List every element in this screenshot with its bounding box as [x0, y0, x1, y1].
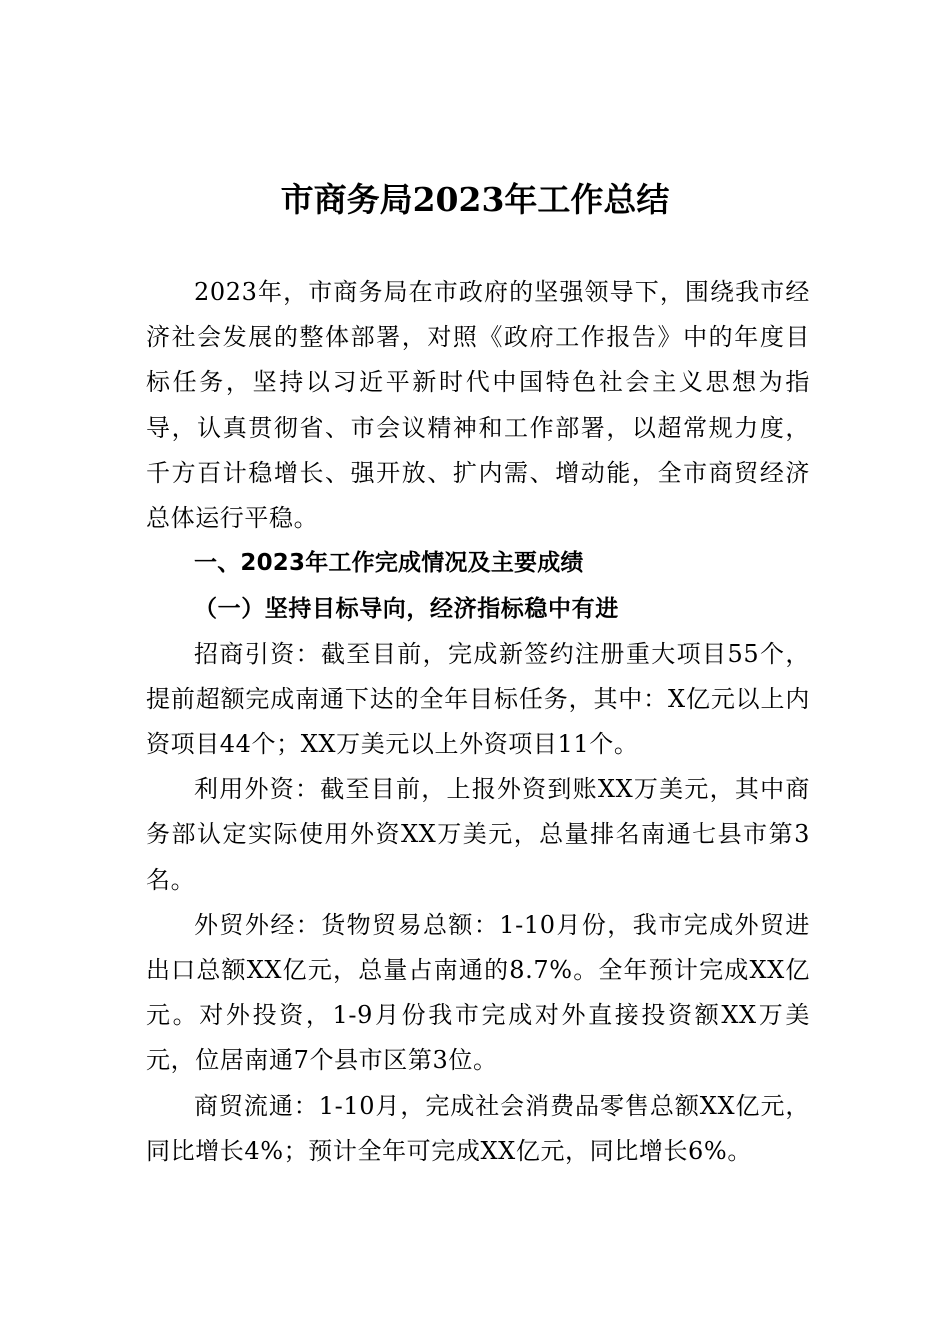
- intro-paragraph: 2023年，市商务局在市政府的坚强领导下，围绕我市经济社会发展的整体部署，对照《政府工作报告》中的年度目标任务，坚持以习近平新时代中国特色社会主义思想为指导，认真贯彻省、市会议精神和工作部署，以超常规力度，千方百计稳增长、强开放、扩内需、增动能，全市商贸经济总体运行平稳。: [146, 278, 810, 533]
- document-body: [146, 270, 810, 1174]
- paragraph-foreign-trade: 外贸外经：货物贸易总额：1-10月份，我市完成外贸进出口总额XX亿元，总量占南通的8.7%。全年预计完成XX亿元。对外投资，1-9月份我市完成对外直接投资额XX万美元，位居南通7个县市区第3位。: [146, 910, 810, 1075]
- subsection-heading: （一）坚持目标导向，经济指标稳中有进: [194, 595, 619, 623]
- section-heading: 一、2023年工作完成情况及主要成绩: [194, 550, 584, 577]
- paragraph-commerce-circulation: 商贸流通：1-10月，完成社会消费品零售总额XX亿元，同比增长4%；预计全年可完成XX亿元，同比增长6%。: [146, 1091, 810, 1165]
- document-title: 市商务局2023年工作总结: [280, 180, 670, 219]
- paragraph-foreign-capital: 利用外资：截至目前，上报外资到账XX万美元，其中商务部认定实际使用外资XX万美元，总量排名南通七县市第3名。: [146, 775, 810, 894]
- paragraph-investment-attraction: 招商引资：截至目前，完成新签约注册重大项目55个，提前超额完成南通下达的全年目标任务，其中：X亿元以上内资项目44个；XX万美元以上外资项目11个。: [146, 639, 810, 759]
